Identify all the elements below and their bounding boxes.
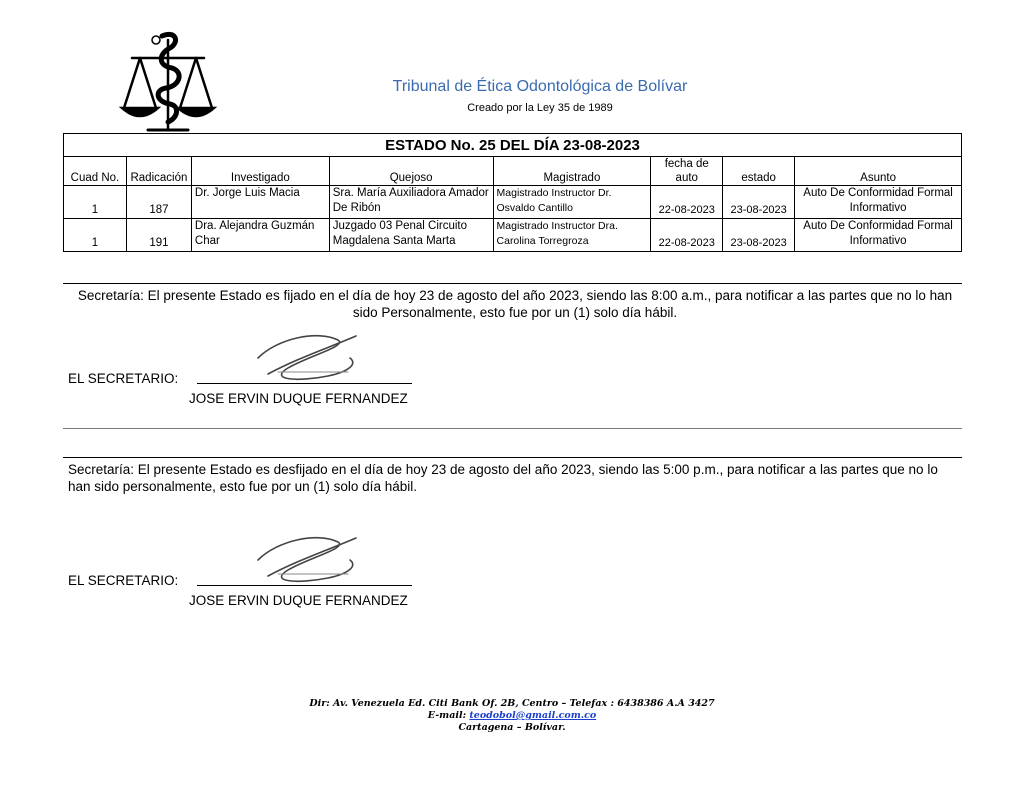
col-header-investigado: Investigado (191, 157, 329, 186)
tribunal-logo-icon (118, 28, 218, 134)
cell-fecha-auto: 22-08-2023 (651, 186, 723, 219)
table-row (64, 186, 962, 219)
col-header-magistrado: Magistrado (493, 157, 651, 186)
divider (63, 457, 962, 458)
cell-asunto: Auto De Conformidad Formal Informativo (795, 186, 962, 219)
footer-city: Cartagena – Bolívar. (458, 722, 566, 733)
signature-label: EL SECRETARIO: (68, 371, 179, 386)
secretary-name: JOSE ERVIN DUQUE FERNANDEZ (189, 391, 408, 406)
signature-label: EL SECRETARIO: (68, 573, 179, 588)
secretary-name: JOSE ERVIN DUQUE FERNANDEZ (189, 593, 408, 608)
estado-table (63, 133, 962, 252)
cell-radicacion: 191 (126, 219, 191, 252)
cell-magistrado: Magistrado Instructor Dra. Carolina Torregroza (493, 219, 651, 252)
signature-image (238, 328, 388, 383)
footer (0, 698, 1024, 734)
table-title: ESTADO No. 25 DEL DÍA 23-08-2023 (64, 134, 962, 157)
org-name: Tribunal de Ética Odontológica de Bolívar (392, 78, 688, 95)
cell-asunto: Auto De Conformidad Formal Informativo (795, 219, 962, 252)
divider (63, 428, 962, 429)
desfijacion-text: Secretaría: El presente Estado es desfijado en el día de hoy 23 de agosto del año 2023, siendo las 5:00 p.m., para notificar a las partes que no lo han sido personalmente, esto fue por un (1) solo día hábil. (68, 462, 938, 494)
col-header-radicacion: Radicación (126, 157, 191, 186)
footer-address: Dir: Av. Venezuela Ed. Citi Bank Of. 2B, Centro – Telefax : 6438386 A.A 3427 (309, 698, 715, 709)
signature-line (197, 383, 412, 384)
col-header-asunto: Asunto (795, 157, 962, 186)
table-row (64, 219, 962, 252)
col-header-cuad: Cuad No. (64, 157, 127, 186)
cell-magistrado: Magistrado Instructor Dr. Osvaldo Cantillo (493, 186, 651, 219)
col-header-estado: estado (723, 157, 795, 186)
signature-image (238, 530, 388, 585)
cell-estado: 23-08-2023 (723, 186, 795, 219)
footer-email-line (0, 710, 1024, 722)
cell-quejoso: Sra. María Auxiliadora Amador De Ribón (329, 186, 493, 219)
table-header-row (64, 157, 962, 186)
col-header-quejoso: Quejoso (329, 157, 493, 186)
cell-quejoso: Juzgado 03 Penal Circuito Magdalena Santa Marta (329, 219, 493, 252)
cell-fecha-auto: 22-08-2023 (651, 219, 723, 252)
cell-cuad: 1 (64, 186, 127, 219)
cell-estado: 23-08-2023 (723, 219, 795, 252)
footer-email-label: E-mail: (427, 710, 467, 721)
cell-radicacion: 187 (126, 186, 191, 219)
divider (63, 283, 962, 284)
cell-investigado: Dr. Jorge Luis Macia (191, 186, 329, 219)
footer-email-link[interactable]: teodobol@gmail.com.co (469, 710, 597, 721)
signature-line (197, 585, 412, 586)
cell-cuad: 1 (64, 219, 127, 252)
org-subtitle: Creado por la Ley 35 de 1989 (467, 102, 613, 114)
col-header-fecha-auto: fecha de auto (651, 157, 723, 186)
fijacion-text: Secretaría: El presente Estado es fijado en el día de hoy 23 de agosto del año 2023, siendo las 8:00 a.m., para notificar a las partes que no lo han sido Personalmente, esto fue por un (1) solo día hábil. (77, 288, 953, 320)
cell-investigado: Dra. Alejandra Guzmán Char (191, 219, 329, 252)
